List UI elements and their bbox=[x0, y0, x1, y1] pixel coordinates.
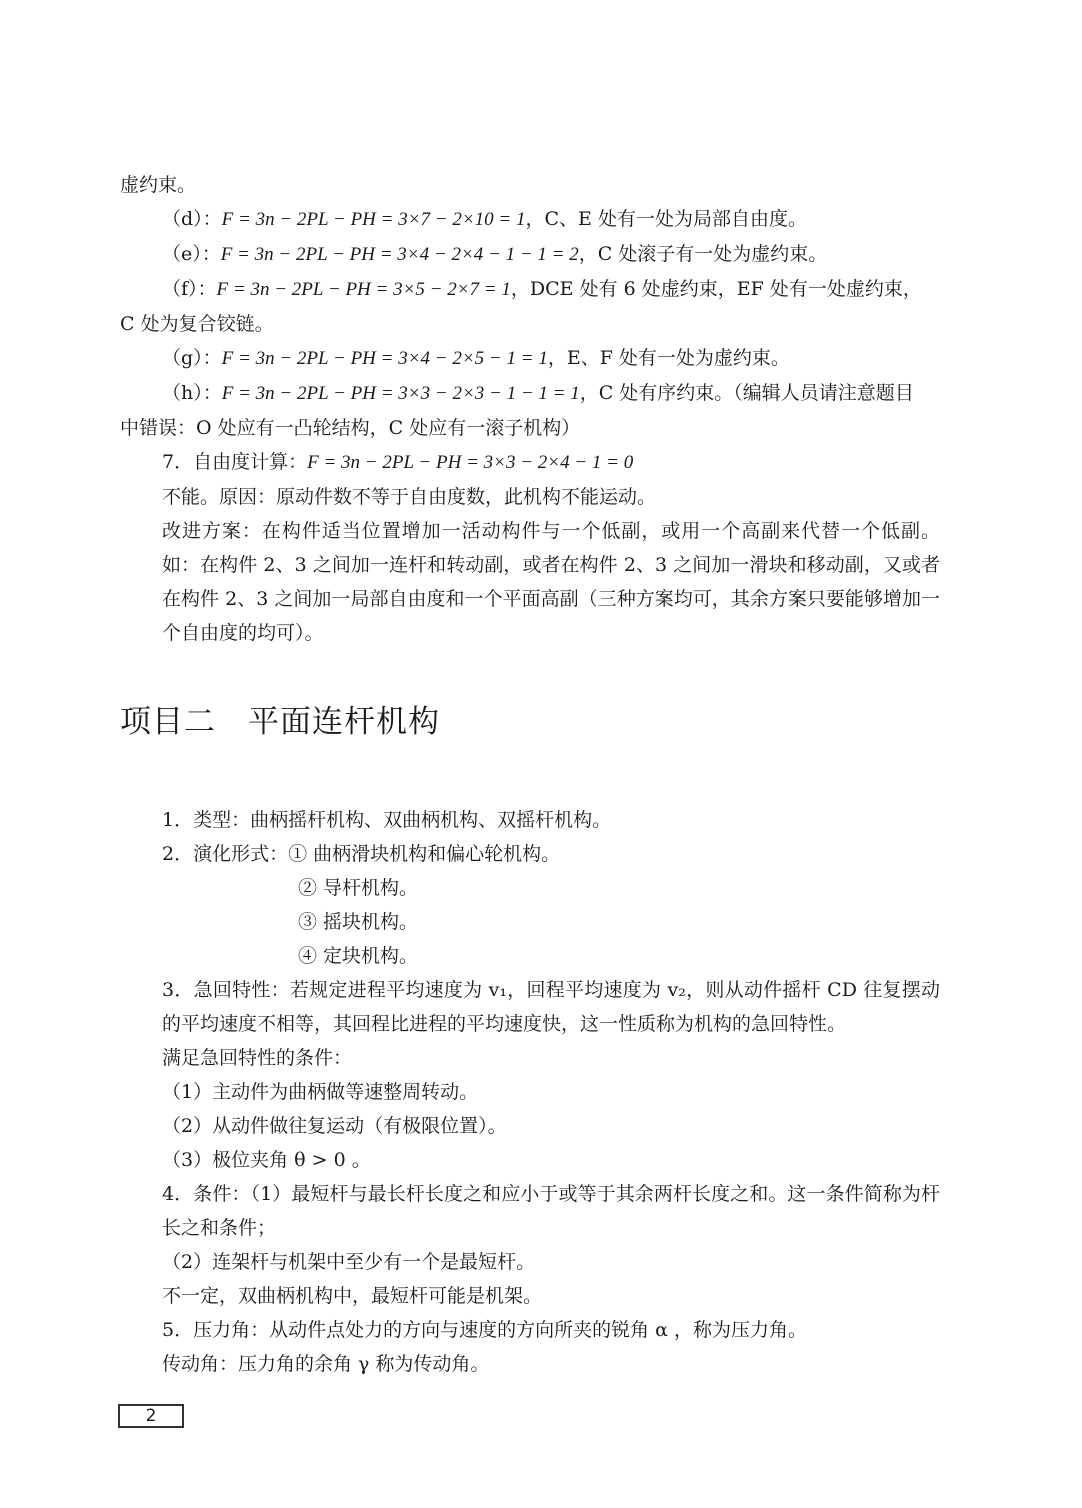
list-item-3: 3．急回特性：若规定进程平均速度为 v₁，回程平均速度为 v₂，则从动件摇杆 CD 往复摆动的平均速度不相等，其回程比进程的平均速度快，这一性质称为机构的急回特性。 bbox=[162, 979, 940, 1035]
list-item-5: 5．压力角：从动件点处力的方向与速度的方向所夹的锐角 α ，称为压力角。 bbox=[162, 1319, 807, 1341]
formula: F = 3n − 2PL − PH = 3×5 − 2×7 = 1 bbox=[216, 279, 511, 300]
list-item-1: 1．类型：曲柄摇杆机构、双曲柄机构、双摇杆机构。 bbox=[162, 809, 612, 831]
list-item-2d: ④ 定块机构。 bbox=[298, 945, 419, 967]
formula: F = 3n − 2PL − PH = 3×4 − 2×4 − 1 − 1 = 2 bbox=[220, 244, 579, 265]
list-item-2b: ② 导杆机构。 bbox=[298, 877, 419, 899]
condition-title: 满足急回特性的条件： bbox=[162, 1047, 353, 1069]
list-item-4-3: 不一定，双曲柄机构中，最短杆可能是机架。 bbox=[162, 1285, 543, 1307]
text-line-e: （e）：F = 3n − 2PL − PH = 3×4 − 2×4 − 1 − 1 = 2，C 处滚子有一处为虚约束。 bbox=[162, 243, 828, 265]
text-line-f: （f）：F = 3n − 2PL − PH = 3×5 − 2×7 = 1，DCE 处有 6 处虚约束，EF 处有一处虚约束， bbox=[162, 278, 922, 300]
list-item-2: 2．演化形式：① 曲柄滑块机构和偏心轮机构。 bbox=[162, 843, 561, 865]
text-line-7: 7．自由度计算：F = 3n − 2PL − PH = 3×3 − 2×4 − 1 = 0 bbox=[162, 451, 634, 473]
formula: F = 3n − 2PL − PH = 3×3 − 2×4 − 1 = 0 bbox=[307, 452, 634, 473]
text-line-h-cont: 中错误：O 处应有一凸轮结构，C 处应有一滚子机构） bbox=[120, 417, 581, 439]
text-line-cannot: 不能。原因：原动件数不等于自由度数，此机构不能运动。 bbox=[162, 486, 657, 508]
formula: F = 3n − 2PL − PH = 3×7 − 2×10 = 1 bbox=[221, 209, 526, 230]
list-item-4: 4．条件：（1）最短杆与最长杆长度之和应小于或等于其余两杆长度之和。这一条件简称为杆长之和条件； bbox=[162, 1183, 940, 1239]
formula: F = 3n − 2PL − PH = 3×3 − 2×3 − 1 − 1 = 1 bbox=[221, 383, 580, 404]
formula: F = 3n − 2PL − PH = 3×4 − 2×5 − 1 = 1 bbox=[221, 348, 548, 369]
condition-3: （3）极位夹角 θ > 0 。 bbox=[162, 1149, 371, 1171]
list-item-5b: 传动角：压力角的余角 γ 称为传动角。 bbox=[162, 1353, 490, 1375]
list-item-2c: ③ 摇块机构。 bbox=[298, 911, 419, 933]
page-number: 2 bbox=[118, 1404, 184, 1428]
condition-1: （1）主动件为曲柄做等速整周转动。 bbox=[162, 1081, 479, 1103]
text-line-g: （g）：F = 3n − 2PL − PH = 3×4 − 2×5 − 1 = 1，E、F 处有一处为虚约束。 bbox=[162, 347, 790, 369]
text-line-f-cont: C 处为复合铰链。 bbox=[120, 313, 274, 335]
section-heading: 项目二 平面连杆机构 bbox=[120, 704, 440, 740]
text-line: 虚约束。 bbox=[120, 174, 197, 196]
text-line-d: （d）：F = 3n − 2PL − PH = 3×7 − 2×10 = 1，C、E 处有一处为局部自由度。 bbox=[162, 208, 807, 230]
text-paragraph-improve: 改进方案：在构件适当位置增加一活动构件与一个低副，或用一个高副来代替一个低副。如：在构件 2、3 之间加一连杆和转动副，或者在构件 2、3 之间加一滑块和移动副，又或者在构件 2、3 之间加一局部自由度和一个平面高副（三种方案均可，其余方案只要能够增加一个自由度的均可）。 bbox=[162, 520, 940, 644]
document-body bbox=[120, 168, 940, 1381]
list-item-4-2: （2）连架杆与机架中至少有一个是最短杆。 bbox=[162, 1251, 536, 1273]
condition-2: （2）从动件做往复运动（有极限位置）。 bbox=[162, 1115, 507, 1137]
text-line-h: （h）：F = 3n − 2PL − PH = 3×3 − 2×3 − 1 − 1 = 1，C 处有序约束。（编辑人员请注意题目 bbox=[162, 382, 914, 404]
